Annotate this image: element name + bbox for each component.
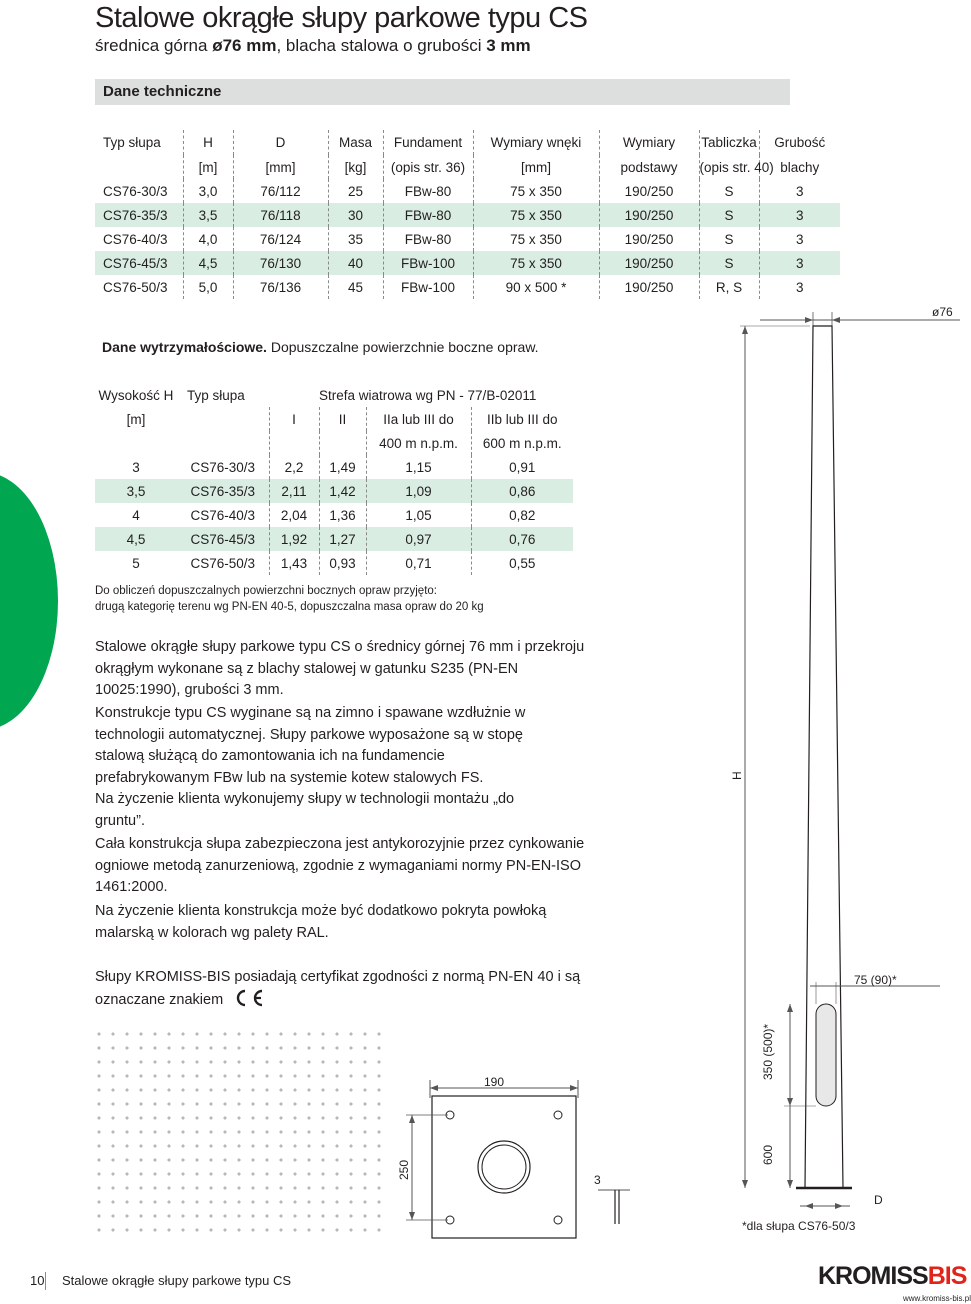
door-offset-label: 600 bbox=[761, 1144, 775, 1165]
cell: 0,82 bbox=[471, 503, 573, 527]
cell: 190/250 bbox=[599, 203, 699, 227]
pole-thickness-detail bbox=[590, 1150, 670, 1240]
kromiss-bis-logo: KROMISSBIS bbox=[818, 1262, 967, 1290]
cell: 90 x 500 * bbox=[473, 275, 599, 299]
th-mass: Masa bbox=[328, 130, 383, 155]
table-row bbox=[95, 479, 573, 503]
footer-url: www.kromiss-bis.pl bbox=[903, 1294, 971, 1303]
th-alt-400: 400 m n.p.m. bbox=[366, 431, 471, 455]
cell: 1,09 bbox=[366, 479, 471, 503]
cell: 0,55 bbox=[471, 551, 573, 575]
cell: 3,5 bbox=[95, 479, 177, 503]
th2-type bbox=[95, 155, 183, 179]
th-height: Wysokość H bbox=[98, 387, 174, 403]
cell: 0,93 bbox=[319, 551, 366, 575]
cell: S bbox=[699, 227, 759, 251]
cell: 0,86 bbox=[471, 479, 573, 503]
cell: 1,27 bbox=[319, 527, 366, 551]
cell: 190/250 bbox=[599, 227, 699, 251]
cell: 1,43 bbox=[269, 551, 319, 575]
table-row bbox=[95, 275, 840, 299]
cell: 1,36 bbox=[319, 503, 366, 527]
strength-header-row-1 bbox=[95, 383, 573, 407]
cell: 4,5 bbox=[95, 527, 177, 551]
cell: 4 bbox=[132, 507, 140, 523]
note-line-2: drugą kategorię terenu wg PN-EN 40-5, dopuszczalna masa opraw do 20 kg bbox=[95, 600, 484, 613]
th-type: Typ słupa bbox=[187, 387, 245, 403]
cell: 30 bbox=[328, 203, 383, 227]
th-plate: Tabliczka bbox=[699, 130, 759, 155]
cell: 0,71 bbox=[366, 551, 471, 575]
dot-pattern bbox=[92, 1027, 382, 1237]
th2-d: [mm] bbox=[233, 155, 328, 179]
th-foundation: Fundament bbox=[383, 130, 473, 155]
th-door: Wymiary wnęki bbox=[473, 130, 599, 155]
th-wind-zone: Strefa wiatrowa wg PN - 77/B-02011 bbox=[319, 387, 537, 403]
table-row bbox=[95, 503, 573, 527]
cell: R, S bbox=[699, 275, 759, 299]
cell: 1,42 bbox=[319, 479, 366, 503]
cell: 4,5 bbox=[183, 251, 233, 275]
th-d: D bbox=[233, 130, 328, 155]
strength-header-row-2 bbox=[95, 407, 573, 431]
th2-base: podstawy bbox=[599, 155, 699, 179]
table-row bbox=[95, 455, 573, 479]
cell: S bbox=[699, 179, 759, 203]
paragraph-2: Konstrukcje typu CS wyginane są na zimno i spawane wzdłużnie w technologii automatycznej. Słupy parkowe wyposażone są w stopę stalową służącą do zamontowania ich na fundamencie prefabrykowanym FBw lub na systemie kotew stalowych FS. Na życzenie klienta wykonujemy słupy w technologii montażu „do gruntu”. bbox=[95, 705, 526, 829]
strength-note bbox=[95, 584, 484, 615]
decorative-green-circle bbox=[0, 472, 58, 730]
cell: 75 x 350 bbox=[473, 227, 599, 251]
base-size-label: 190 bbox=[484, 1075, 505, 1089]
tech-data-heading-bar bbox=[95, 79, 790, 105]
th-h: H bbox=[183, 130, 233, 155]
cell: 75 x 350 bbox=[473, 251, 599, 275]
cell: S bbox=[699, 251, 759, 275]
cell: 1,49 bbox=[319, 455, 366, 479]
cell: 35 bbox=[328, 227, 383, 251]
paragraph-1: Stalowe okrągłe słupy parkowe typu CS o średnicy górnej 76 mm i przekroju okrągłym wykonane są z blachy stalowej w gatunku S235 (PN-EN 10025:1990), grubości 3 mm. bbox=[95, 639, 585, 698]
height-label: H bbox=[730, 771, 744, 780]
cell: CS76-45/3 bbox=[95, 251, 183, 275]
cell: FBw-100 bbox=[383, 251, 473, 275]
cell: S bbox=[699, 203, 759, 227]
paragraph-3: Cała konstrukcja słupa zabezpieczona jest antykorozyjnie przez cynkowanie ogniowe metodą zanurzeniową, zgodnie z wymaganiami normy PN-EN-ISO 1461:2000. bbox=[95, 836, 585, 895]
cell: 75 x 350 bbox=[473, 203, 599, 227]
th-unit: [m] bbox=[126, 411, 146, 427]
cell: 4,0 bbox=[183, 227, 233, 251]
cell: 76/124 bbox=[233, 227, 328, 251]
cell: 2,04 bbox=[269, 503, 319, 527]
footer-divider bbox=[45, 1272, 46, 1290]
page-number: 10 bbox=[30, 1273, 45, 1288]
cell: 0,91 bbox=[471, 455, 573, 479]
paragraph-4: Na życzenie klienta konstrukcja może być dodatkowo pokryta powłoką malarską w kolorach wg palety RAL. bbox=[95, 903, 547, 941]
cell: 3 bbox=[759, 275, 840, 299]
strength-heading: Dane wytrzymałościowe. Dopuszczalne powierzchnie boczne opraw. bbox=[102, 339, 539, 355]
table-row bbox=[95, 527, 573, 551]
cell: CS76-40/3 bbox=[190, 507, 256, 523]
page-title: Stalowe okrągłe słupy parkowe typu CS bbox=[95, 2, 588, 34]
table-row bbox=[95, 251, 840, 275]
cell: 0,76 bbox=[471, 527, 573, 551]
cell: CS76-45/3 bbox=[177, 527, 269, 551]
door-width-label: 75 (90)* bbox=[854, 973, 897, 987]
footnote-label: *dla słupa CS76-50/3 bbox=[742, 1219, 856, 1233]
cell: CS76-50/3 bbox=[103, 279, 168, 295]
th2-mass: [kg] bbox=[328, 155, 383, 179]
cell: 1,15 bbox=[366, 455, 471, 479]
cell: CS76-35/3 bbox=[177, 479, 269, 503]
cell: 2,11 bbox=[269, 479, 319, 503]
cell: 190/250 bbox=[599, 251, 699, 275]
cell: FBw-80 bbox=[383, 203, 473, 227]
th-zone-ii: II bbox=[319, 407, 366, 431]
cell: CS76-50/3 bbox=[190, 555, 256, 571]
cell: 76/112 bbox=[233, 179, 328, 203]
tech-data-heading: Dane techniczne bbox=[103, 83, 222, 100]
base-hole-label: 250 bbox=[397, 1159, 411, 1180]
th-zone-iib: IIb lub III do bbox=[471, 407, 573, 431]
cell: 5 bbox=[132, 555, 140, 571]
cell: FBw-100 bbox=[383, 275, 473, 299]
page-subtitle: średnica górna ø76 mm, blacha stalowa o grubości 3 mm bbox=[95, 36, 531, 55]
cell: CS76-30/3 bbox=[103, 183, 168, 199]
th-zone-iia: IIa lub III do bbox=[366, 407, 471, 431]
cell: 76/118 bbox=[233, 203, 328, 227]
top-diameter-label: ø76 bbox=[932, 305, 953, 319]
cell: 3 bbox=[132, 459, 140, 475]
cell: CS76-30/3 bbox=[190, 459, 256, 475]
cell: 190/250 bbox=[599, 275, 699, 299]
cell: CS76-35/3 bbox=[95, 203, 183, 227]
tech-header-row-units bbox=[95, 155, 840, 179]
table-row bbox=[95, 203, 840, 227]
table-row bbox=[95, 551, 573, 575]
strength-table bbox=[95, 383, 573, 575]
cell: 3,0 bbox=[183, 179, 233, 203]
footer-title: Stalowe okrągłe słupy parkowe typu CS bbox=[62, 1273, 292, 1288]
cell: 40 bbox=[328, 251, 383, 275]
cell: 3 bbox=[759, 203, 840, 227]
cell: 3 bbox=[759, 179, 840, 203]
table-row bbox=[95, 227, 840, 251]
cell: 3 bbox=[759, 251, 840, 275]
cell: 76/136 bbox=[233, 275, 328, 299]
th-zone-i: I bbox=[269, 407, 319, 431]
cell: 76/130 bbox=[233, 251, 328, 275]
cell: 1,92 bbox=[269, 527, 319, 551]
tech-data-table bbox=[95, 130, 840, 299]
cell: 3 bbox=[759, 227, 840, 251]
cell: 2,2 bbox=[269, 455, 319, 479]
note-line-1: Do obliczeń dopuszczalnych powierzchni bocznych opraw przyjęto: bbox=[95, 585, 437, 597]
cell: FBw-80 bbox=[383, 179, 473, 203]
door-opening bbox=[816, 1004, 836, 1106]
tech-header-row bbox=[95, 130, 840, 155]
cell: 75 x 350 bbox=[473, 179, 599, 203]
cell: 25 bbox=[328, 179, 383, 203]
cell: FBw-80 bbox=[383, 227, 473, 251]
cell: 45 bbox=[328, 275, 383, 299]
base-diameter-label: D bbox=[874, 1193, 883, 1207]
cell: 190/250 bbox=[599, 179, 699, 203]
cell: 3,5 bbox=[183, 203, 233, 227]
cell: 1,05 bbox=[366, 503, 471, 527]
th2-h: [m] bbox=[183, 155, 233, 179]
th2-plate: (opis str. 40) bbox=[699, 155, 759, 179]
table-row bbox=[95, 179, 840, 203]
paragraph-5: Słupy KROMISS-BIS posiadają certyfikat zgodności z normą PN-EN 40 i są oznaczane znakiem bbox=[95, 969, 581, 1008]
th-base: Wymiary bbox=[599, 130, 699, 155]
th2-foundation: (opis str. 36) bbox=[383, 155, 473, 179]
th-thickness: Grubość bbox=[759, 130, 840, 155]
th2-thickness: blachy bbox=[759, 155, 840, 179]
pole-drawing bbox=[700, 300, 960, 1250]
cell: 0,97 bbox=[366, 527, 471, 551]
thickness-label: 3 bbox=[594, 1173, 601, 1187]
cell: CS76-40/3 bbox=[103, 231, 168, 247]
th-alt-600: 600 m n.p.m. bbox=[471, 431, 573, 455]
th-type: Typ słupa bbox=[103, 135, 161, 150]
strength-header-row-3 bbox=[95, 431, 573, 455]
ce-mark-icon bbox=[231, 989, 265, 1007]
th2-door: [mm] bbox=[473, 155, 599, 179]
door-height-label: 350 (500)* bbox=[761, 1023, 775, 1080]
cell: 5,0 bbox=[183, 275, 233, 299]
